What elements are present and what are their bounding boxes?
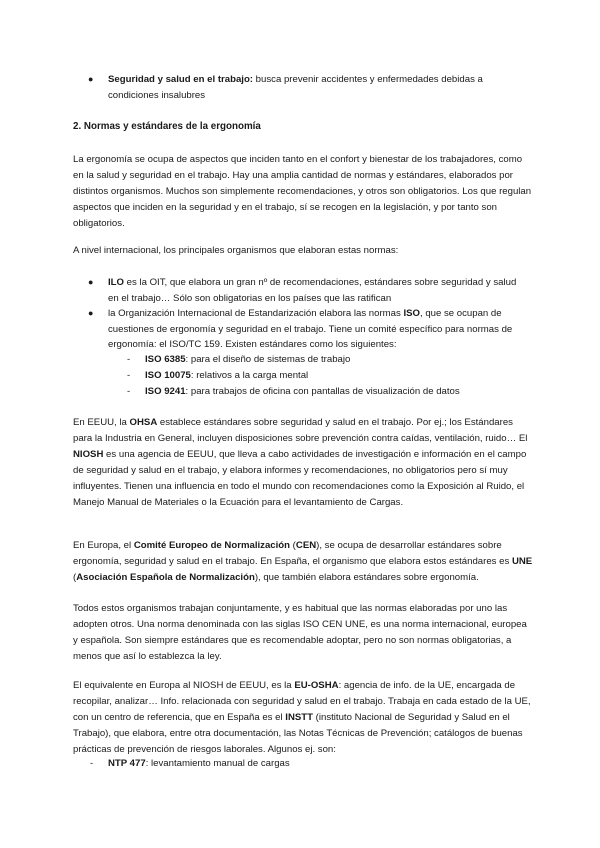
bullet-seguridad: Seguridad y salud en el trabajo: busca prevenir accidentes y enfermedades debidas a condiciones insalubres (108, 74, 483, 101)
iso-item: ISO 9241: para trabajos de oficina con pantallas de visualización de datos (145, 386, 460, 397)
bullet-icon: ● (88, 277, 94, 287)
paragraph-eu-osha: El equivalente en Europa al NIOSH de EEUU, es la EU-OSHA: agencia de info. de la UE, encargada de recopilar, analizar… Info. relacionada con seguridad y salud en el trabajo. Trabaja en cada estado de la UE, con un centro de referencia, que en España es el INSTT (instituto Nacional de Seguridad y Salud en el Trabajo), que elabora, entre otra documentación, las Notas Técnicas de Prevención; catálogos de buenas prácticas de prevención de riesgos laborales. Algunos ej. son: (73, 680, 531, 755)
bullet-icon: ● (88, 308, 94, 318)
bullet-iso: la Organización Internacional de Estandarización elabora las normas ISO, que se ocupan de cuestiones de ergonomía y seguridad en el trabajo. Tiene un comité específico para normas de ergonomía: el ISO/TC 159. Existen estándares como los siguientes: (108, 308, 513, 350)
dash-icon: - (127, 354, 131, 365)
dash-icon: - (127, 370, 131, 381)
dash-icon: - (127, 386, 131, 397)
dash-icon: - (90, 758, 94, 769)
paragraph-europa: En Europa, el Comité Europeo de Normalización (CEN), se ocupa de desarrollar estándares sobre ergonomía, seguridad y salud en el trabajo. En España, el organismo que elabora estos estándares es UNE (Asociación Española de Normalización), que también elabora estándares sobre ergonomía. (73, 540, 533, 583)
iso-item: ISO 6385: para el diseño de sistemas de trabajo (145, 354, 351, 365)
bullet-ilo: ILO es la OIT, que elabora un gran nº de recomendaciones, estándares sobre seguridad y salud en el trabajo… Sólo son obligatorias en los países que las ratifican (108, 277, 517, 304)
paragraph-intro: La ergonomía se ocupa de aspectos que inciden tanto en el confort y bienestar de los trabajadores, como en la salud y seguridad en el trabajo. Hay una amplia cantidad de normas y estándares, elaborados por distintos organismos. Muchos son simplemente recomendaciones, y otros son obligatorios. Los que regulan aspectos que inciden en la seguridad y en el trabajo, sí se recogen en la legislación, y por tanto son obligatorios. (73, 154, 532, 229)
section-heading: 2. Normas y estándares de la ergonomía (73, 121, 261, 132)
ntp-item: NTP 477: levantamiento manual de cargas (108, 758, 290, 769)
paragraph-international: A nivel internacional, los principales organismos que elaboran estas normas: (73, 245, 399, 256)
bullet-icon: ● (88, 74, 94, 84)
paragraph-conjunto: Todos estos organismos trabajan conjuntamente, y es habitual que las normas elaboradas por uno las adopten otros. Una norma denominada con las siglas ISO CEN UNE, es una norma internacional, europea y española. Son siempre estándares que es recomendable adoptar, pero no son normas obligatorias, a menos que así lo establezca la ley. (73, 603, 527, 662)
paragraph-eeuu: En EEUU, la OHSA establece estándares sobre seguridad y salud en el trabajo. Por ej.; los Estándares para la Industria en General, incluyen disposiciones sobre prevención contra caídas, ventilación, ruido… El NIOSH es una agencia de EEUU, que lleva a cabo actividades de investigación e información en el campo de seguridad y salud en el trabajo, y elabora informes y recomendaciones, no obligatorios pero sí muy influyentes. Tienen una influencia en todo el mundo con recomendaciones como la Exposición al Ruido, el Manejo Manual de Materiales o la Ecuación para el levantamiento de Cargas. (73, 417, 528, 508)
iso-item: ISO 10075: relativos a la carga mental (145, 370, 309, 381)
